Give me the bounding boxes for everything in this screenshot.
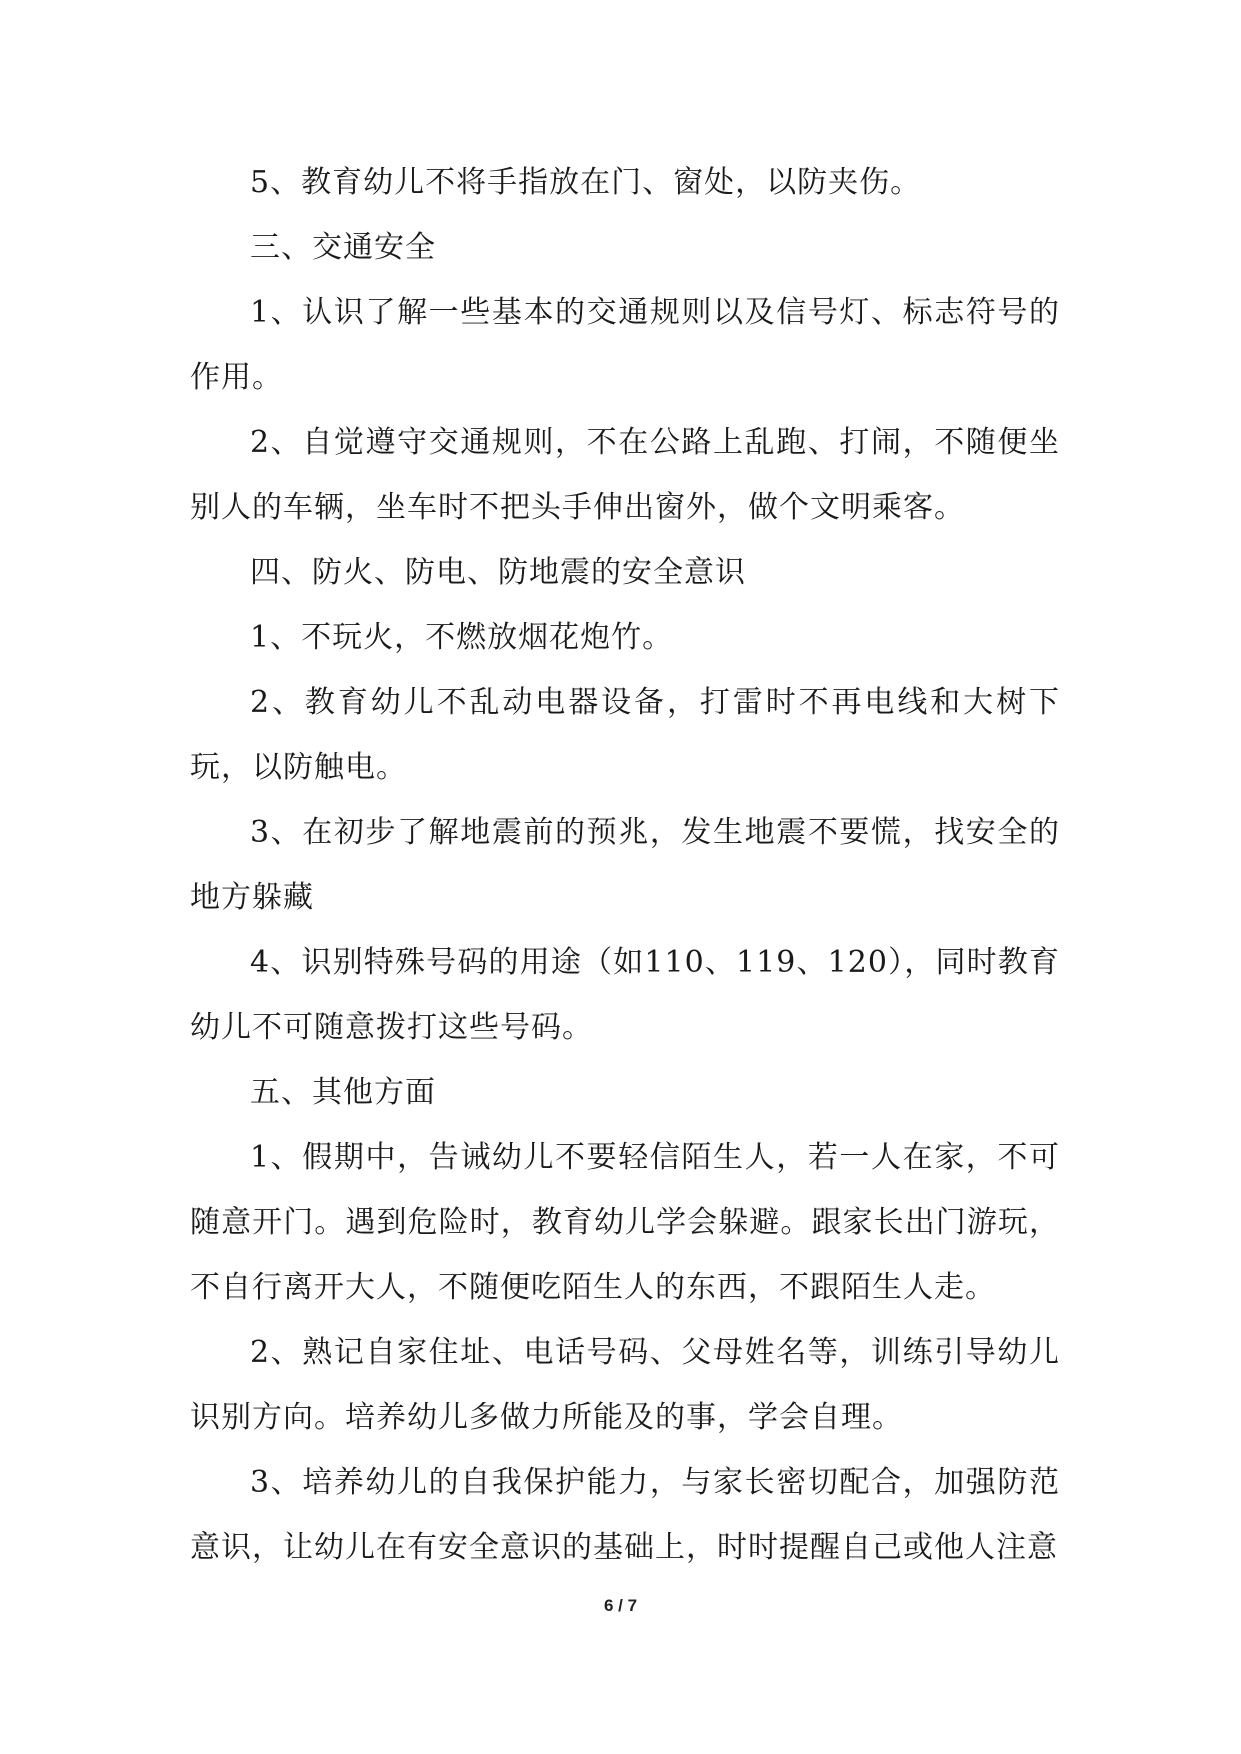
- paragraph: 5、教育幼儿不将手指放在门、窗处，以防夹伤。: [250, 165, 922, 200]
- paragraph: 3、在初步了解地震前的预兆，发生地震不要慌，找安全的地方躲藏: [190, 815, 1060, 915]
- section-heading-fire-electric-earthquake: 四、防火、防电、防地震的安全意识: [250, 555, 746, 590]
- paragraph: 3、培养幼儿的自我保护能力，与家长密切配合，加强防范意识，让幼儿在有安全意识的基础上，时时提醒自己或他人注意: [190, 1465, 1060, 1565]
- paragraph: 2、熟记自家住址、电话号码、父母姓名等，训练引导幼儿识别方向。培养幼儿多做力所能及的事，学会自理。: [190, 1335, 1060, 1435]
- paragraph: 2、教育幼儿不乱动电器设备，打雷时不再电线和大树下玩，以防触电。: [190, 685, 1060, 785]
- paragraph: 1、假期中，告诫幼儿不要轻信陌生人，若一人在家，不可随意开门。遇到危险时，教育幼儿学会躲避。跟家长出门游玩，不自行离开大人，不随便吃陌生人的东西，不跟陌生人走。: [190, 1140, 1060, 1305]
- document-body: [190, 150, 1060, 1580]
- section-heading-other: 五、其他方面: [250, 1075, 436, 1110]
- paragraph: 1、不玩火，不燃放烟花炮竹。: [250, 620, 674, 655]
- paragraph: 2、自觉遵守交通规则，不在公路上乱跑、打闹，不随便坐别人的车辆，坐车时不把头手伸出窗外，做个文明乘客。: [190, 425, 1060, 525]
- paragraph: 4、识别特殊号码的用途（如110、119、120），同时教育幼儿不可随意拨打这些号码。: [190, 945, 1060, 1045]
- paragraph: 1、认识了解一些基本的交通规则以及信号灯、标志符号的作用。: [190, 295, 1060, 395]
- section-heading-traffic-safety: 三、交通安全: [250, 230, 436, 265]
- page-number: 6 / 7: [603, 1596, 638, 1615]
